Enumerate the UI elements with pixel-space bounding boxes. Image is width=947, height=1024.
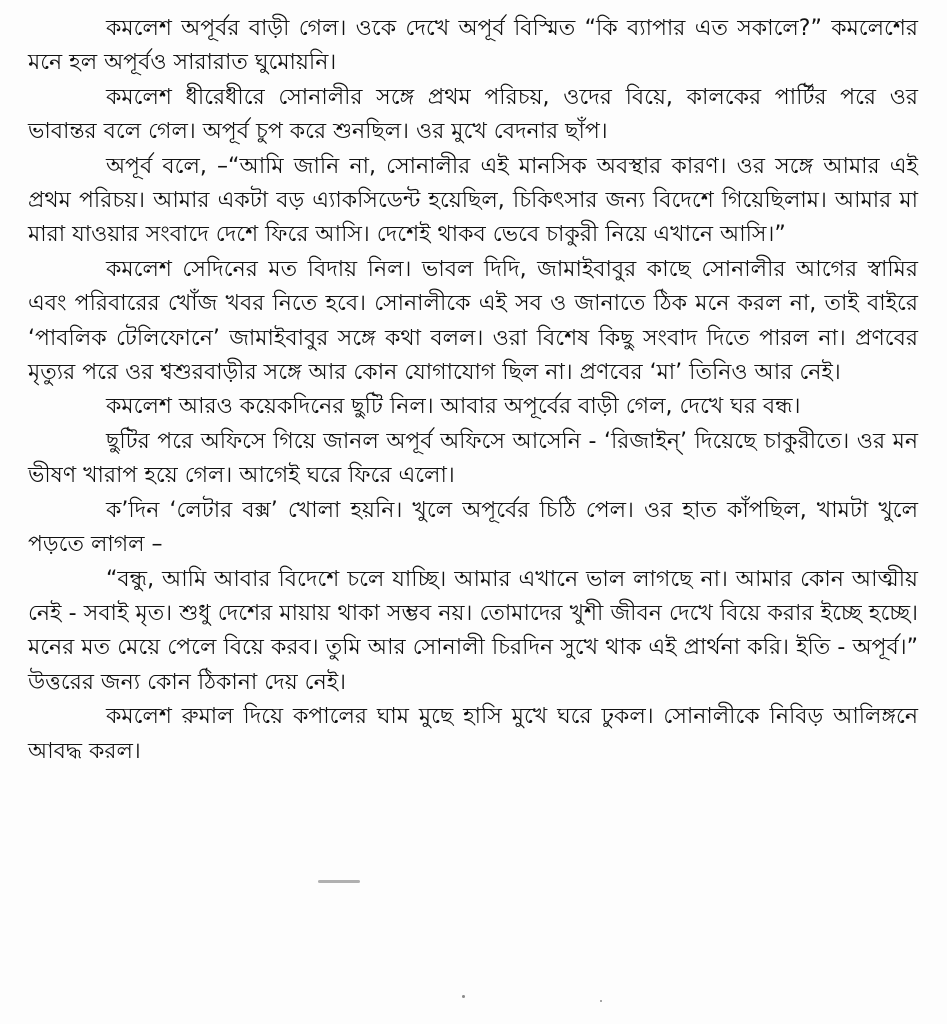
paragraph-8: “বন্ধু, আমি আবার বিদেশে চলে যাচ্ছি। আমার এখানে ভাল লাগছে না। আমার কোন আত্মীয় নেই - সবাই মৃত। শুধু দেশের মায়ায় থাকা সম্ভব নয়। তোমাদের খুশী জীবন দেখে বিয়ে করার ইচ্ছে হচ্ছে। মনের মত মেয়ে পেলে বিয়ে করব। তুমি আর সোনালী চিরদিন সুখে থাক এই প্রার্থনা করি। ইতি - অপূর্ব।” উত্তরের জন্য কোন ঠিকানা দেয় নেই। [28,566,918,695]
paragraph-6: ছুটির পরে অফিসে গিয়ে জানল অপূর্ব অফিসে আসেনি - ‘রিজাইন্’ দিয়েছে চাকুরীতে। ওর মন ভীষণ খারাপ হয়ে গেল। আগেই ঘরে ফিরে এলো। [28,428,918,489]
paragraph-7: ক’দিন ‘লেটার বক্স’ খোলা হয়নি। খুলে অপূর্বের চিঠি পেল। ওর হাত কাঁপছিল, খামটা খুলে পড়তে লাগল – [28,497,918,558]
paragraph-3: অপূর্ব বলে, –“আমি জানি না, সোনালীর এই মানসিক অবস্থার কারণ। ওর সঙ্গে আমার এই প্রথম পরিচয়। আমার একটা বড় এ্যাকসিডেন্ট হয়েছিল, চিকিৎসার জন্য বিদেশে গিয়েছিলাম। আমার মা মারা যাওয়ার সংবাদে দেশে ফিরে আসি। দেশেই থাকব ভেবে চাকুরী নিয়ে এখানে আসি।” [28,153,918,248]
paragraph-5: কমলেশ আরও কয়েকদিনের ছুটি নিল। আবার অপূর্বের বাড়ী গেল, দেখে ঘর বন্ধ। [106,394,801,420]
paragraph-9: কমলেশ রুমাল দিয়ে কপালের ঘাম মুছে হাসি মুখে ঘরে ঢুকল। সোনালীকে নিবিড় আলিঙ্গনে আবদ্ধ করল। [28,704,918,764]
story-text [28,12,918,769]
paragraph-2: কমলেশ ধীরেধীরে সোনালীর সঙ্গে প্রথম পরিচয়, ওদের বিয়ে, কালকের পার্টির পরে ওর ভাবান্তর বলে গেল। অপূর্ব চুপ করে শুনছিল। ওর মুখে বেদনার ছাঁপ। [28,84,918,145]
scan-speck [462,995,465,998]
scan-speck [600,1000,602,1002]
scan-speck [318,880,360,883]
paragraph-1: কমলেশ অপূর্বর বাড়ী গেল। ওকে দেখে অপূর্ব বিস্মিত “কি ব্যাপার এত সকালে?” কমলেশের মনে হল অপূর্বও সারারাত ঘুমোয়নি। [28,16,918,76]
paragraph-4: কমলেশ সেদিনের মত বিদায় নিল। ভাবল দিদি, জামাইবাবুর কাছে সোনালীর আগের স্বামির এবং পরিবারের খোঁজ খবর নিতে হবে। সোনালীকে এই সব ও জানাতে ঠিক মনে করল না, তাই বাইরে ‘পাবলিক টেলিফোনে’ জামাইবাবুর সঙ্গে কথা বলল। ওরা বিশেষ কিছু সংবাদ দিতে পারল না। প্রণবের মৃত্যুর পরে ওর শ্বশুরবাড়ীর সঙ্গে আর কোন যোগাযোগ ছিল না। প্রণবের ‘মা’ তিনিও আর নেই। [28,256,918,386]
